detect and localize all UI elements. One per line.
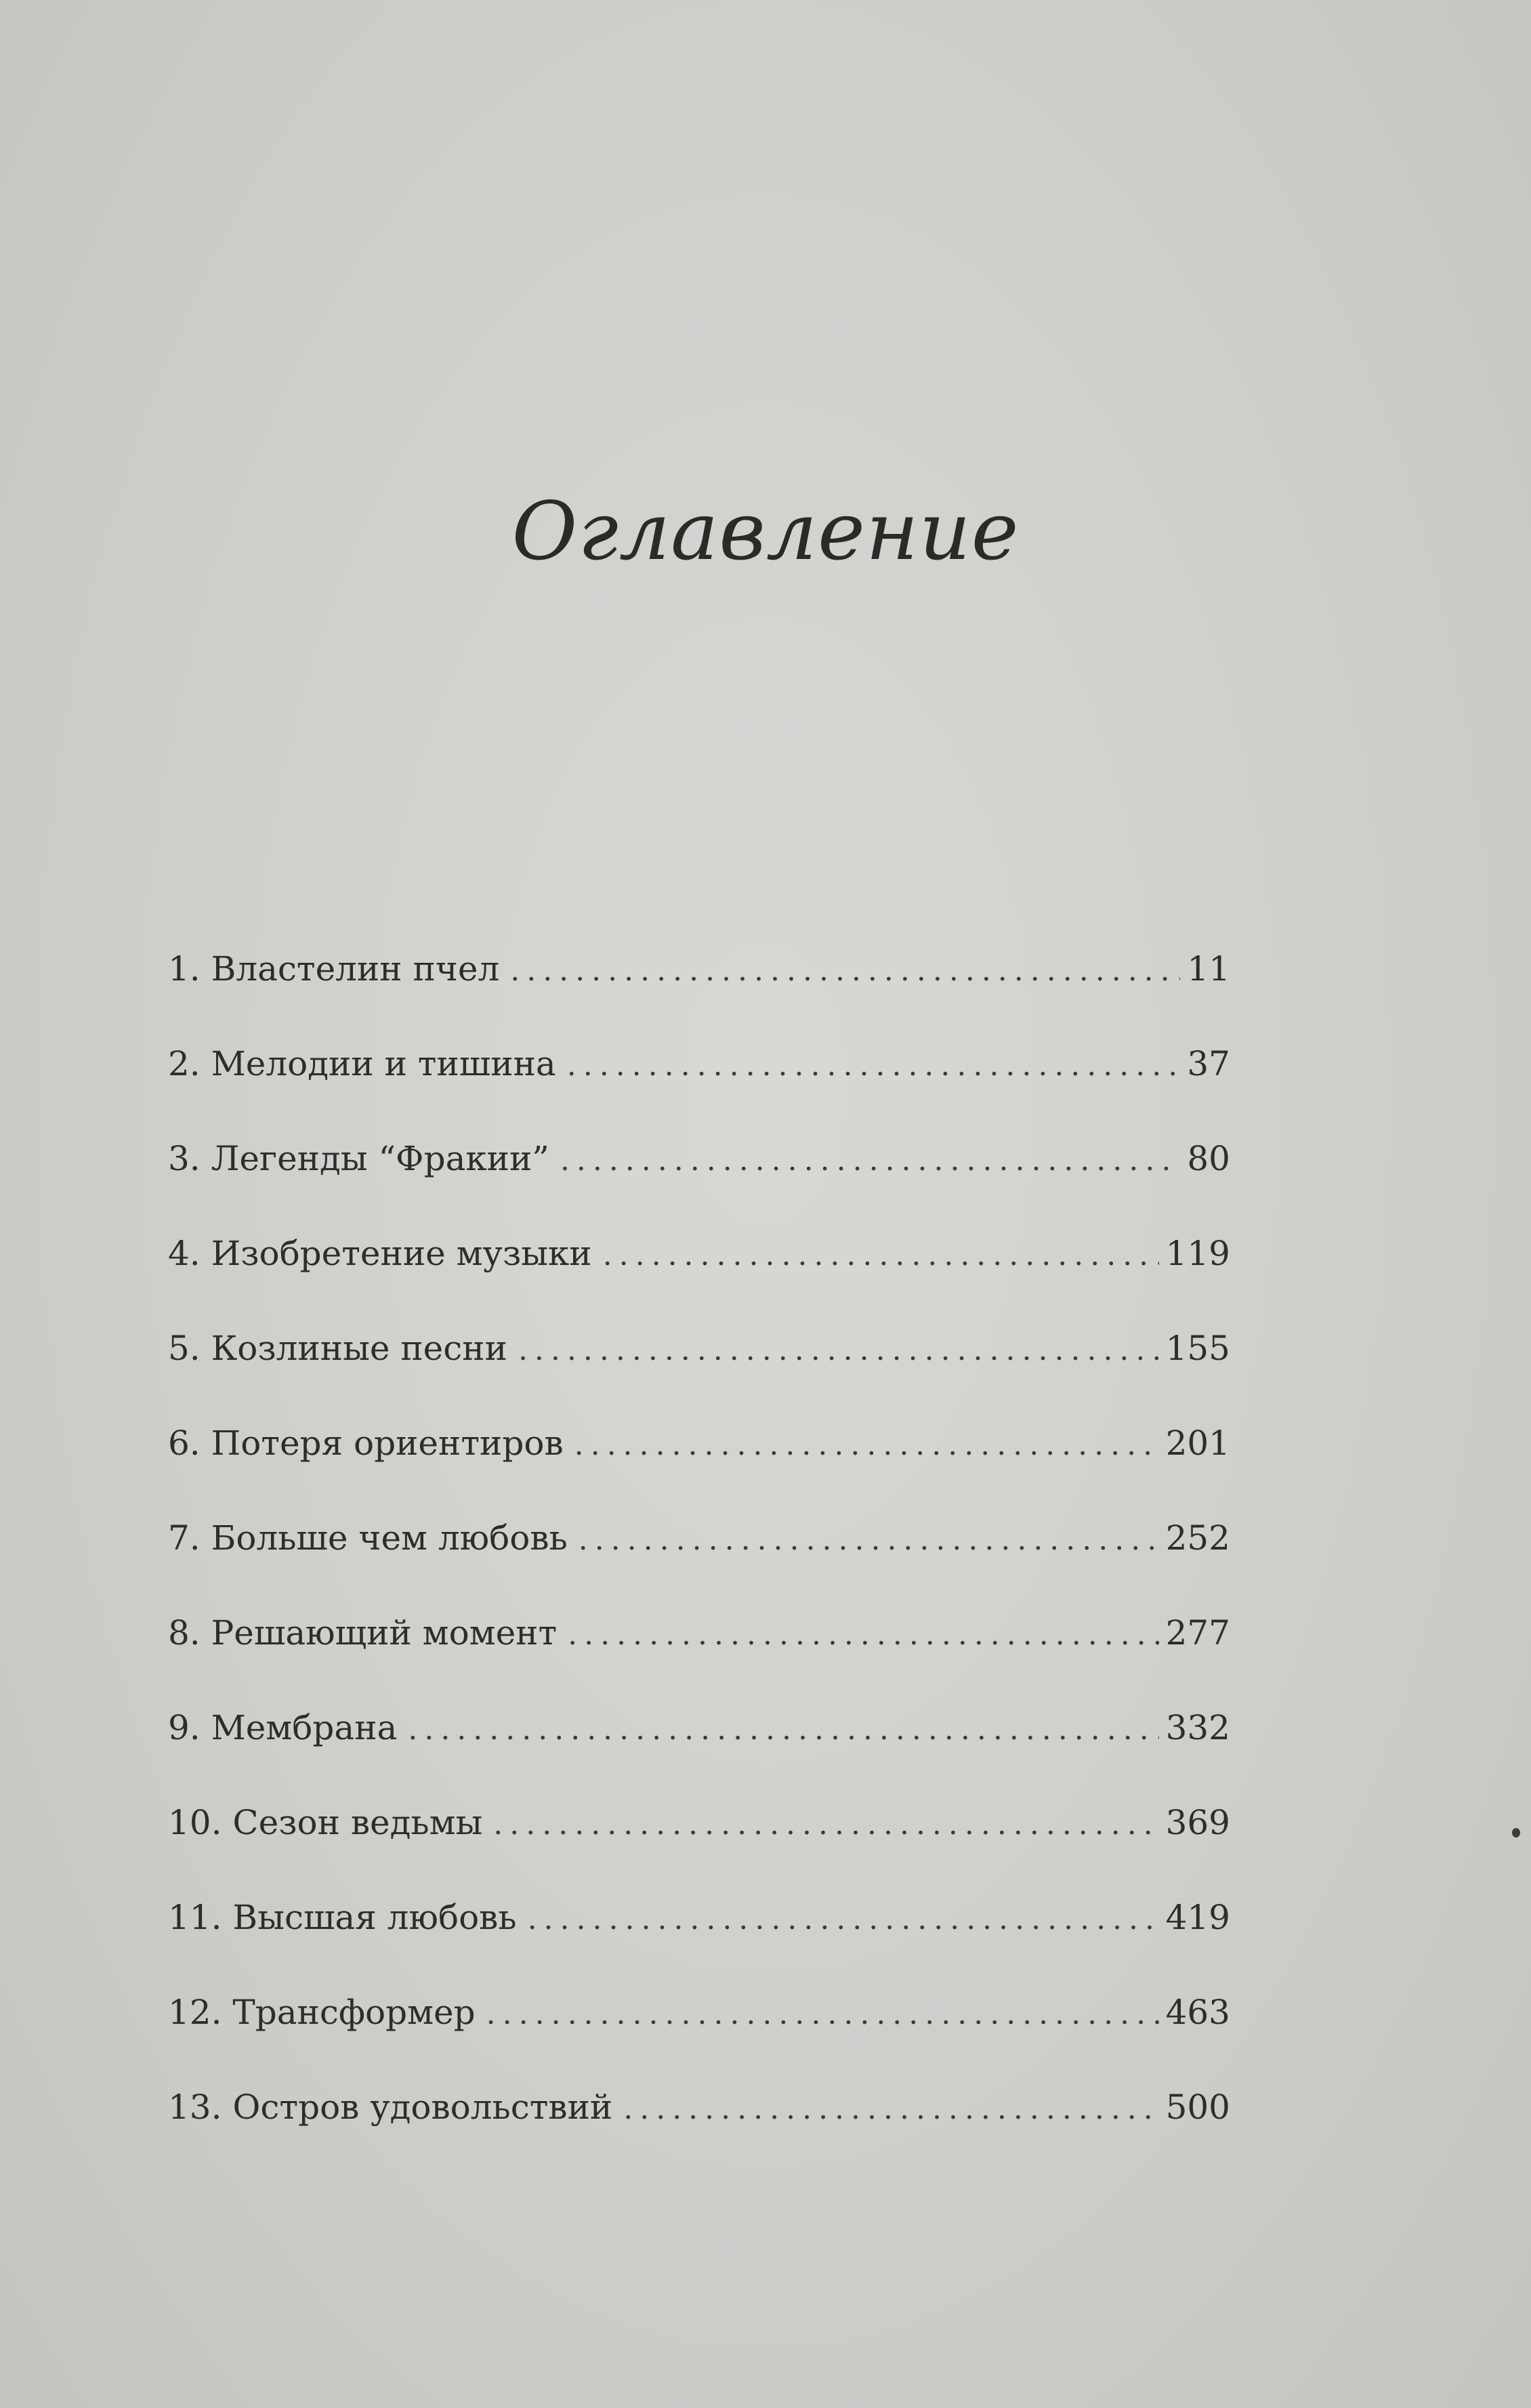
page-title: Оглавление [511,484,1020,578]
ink-speck [1512,1828,1520,1838]
toc-entry-title: 5. Козлиные песни [168,1329,507,1368]
toc-entry-page: 11 [1187,949,1230,989]
toc-entry-page: 80 [1187,1139,1230,1178]
toc-entry-9 [168,1707,1230,1802]
toc-entry-5 [168,1328,1230,1423]
dot-leader [510,951,1180,991]
toc-entry-1 [168,949,1230,1043]
toc-entry-title: 8. Решающий момент [168,1613,558,1653]
toc-entry-page: 252 [1165,1518,1230,1558]
toc-entry-page: 419 [1165,1898,1230,1937]
toc-entry-6 [168,1423,1230,1518]
dot-leader [568,1615,1158,1655]
dot-leader [567,1045,1181,1086]
toc-entry-title: 13. Остров удовольствий [168,2088,613,2127]
toc-entry-3 [168,1138,1230,1233]
toc-entry-title: 4. Изобретение музыки [168,1234,592,1273]
toc-entry-page: 277 [1165,1613,1230,1653]
toc-entry-title: 2. Мелодии и тишина [168,1044,556,1083]
toc-entry-page: 332 [1165,1708,1230,1747]
toc-entry-title: 11. Высшая любовь [168,1898,517,1937]
dot-leader [560,1140,1181,1181]
toc-entry-10 [168,1802,1230,1897]
toc-entry-title: 12. Трансформер [168,1993,476,2032]
toc-entry-8 [168,1613,1230,1707]
dot-leader [528,1899,1159,1940]
toc-entry-title: 9. Мембрана [168,1708,398,1747]
toc-entry-page: 463 [1165,1993,1230,2032]
toc-entry-title: 6. Потеря ориентиров [168,1424,564,1463]
toc-entry-11 [168,1897,1230,1992]
toc-entry-2 [168,1043,1230,1138]
dot-leader [603,1235,1159,1276]
toc-entry-title: 7. Больше чем любовь [168,1518,568,1558]
table-of-contents [168,949,1230,2182]
dot-leader [574,1425,1159,1466]
toc-entry-7 [168,1518,1230,1613]
dot-leader [493,1804,1158,1845]
toc-entry-page: 119 [1165,1234,1230,1273]
dot-leader [486,1994,1159,2035]
toc-entry-title: 3. Легенды “Фракии” [168,1139,549,1178]
dot-leader [623,2089,1158,2130]
toc-entry-page: 500 [1165,2088,1230,2127]
toc-entry-page: 369 [1165,1803,1230,1842]
toc-entry-12 [168,1992,1230,2087]
toc-entry-title: 10. Сезон ведьмы [168,1803,483,1842]
toc-entry-title: 1. Властелин пчел [168,949,500,989]
dot-leader [579,1520,1159,1560]
toc-entry-4 [168,1233,1230,1328]
toc-entry-13 [168,2087,1230,2182]
toc-entry-page: 201 [1165,1424,1230,1463]
dot-leader [518,1330,1159,1371]
dot-leader [408,1709,1158,1750]
toc-entry-page: 37 [1187,1044,1230,1083]
toc-entry-page: 155 [1165,1329,1230,1368]
